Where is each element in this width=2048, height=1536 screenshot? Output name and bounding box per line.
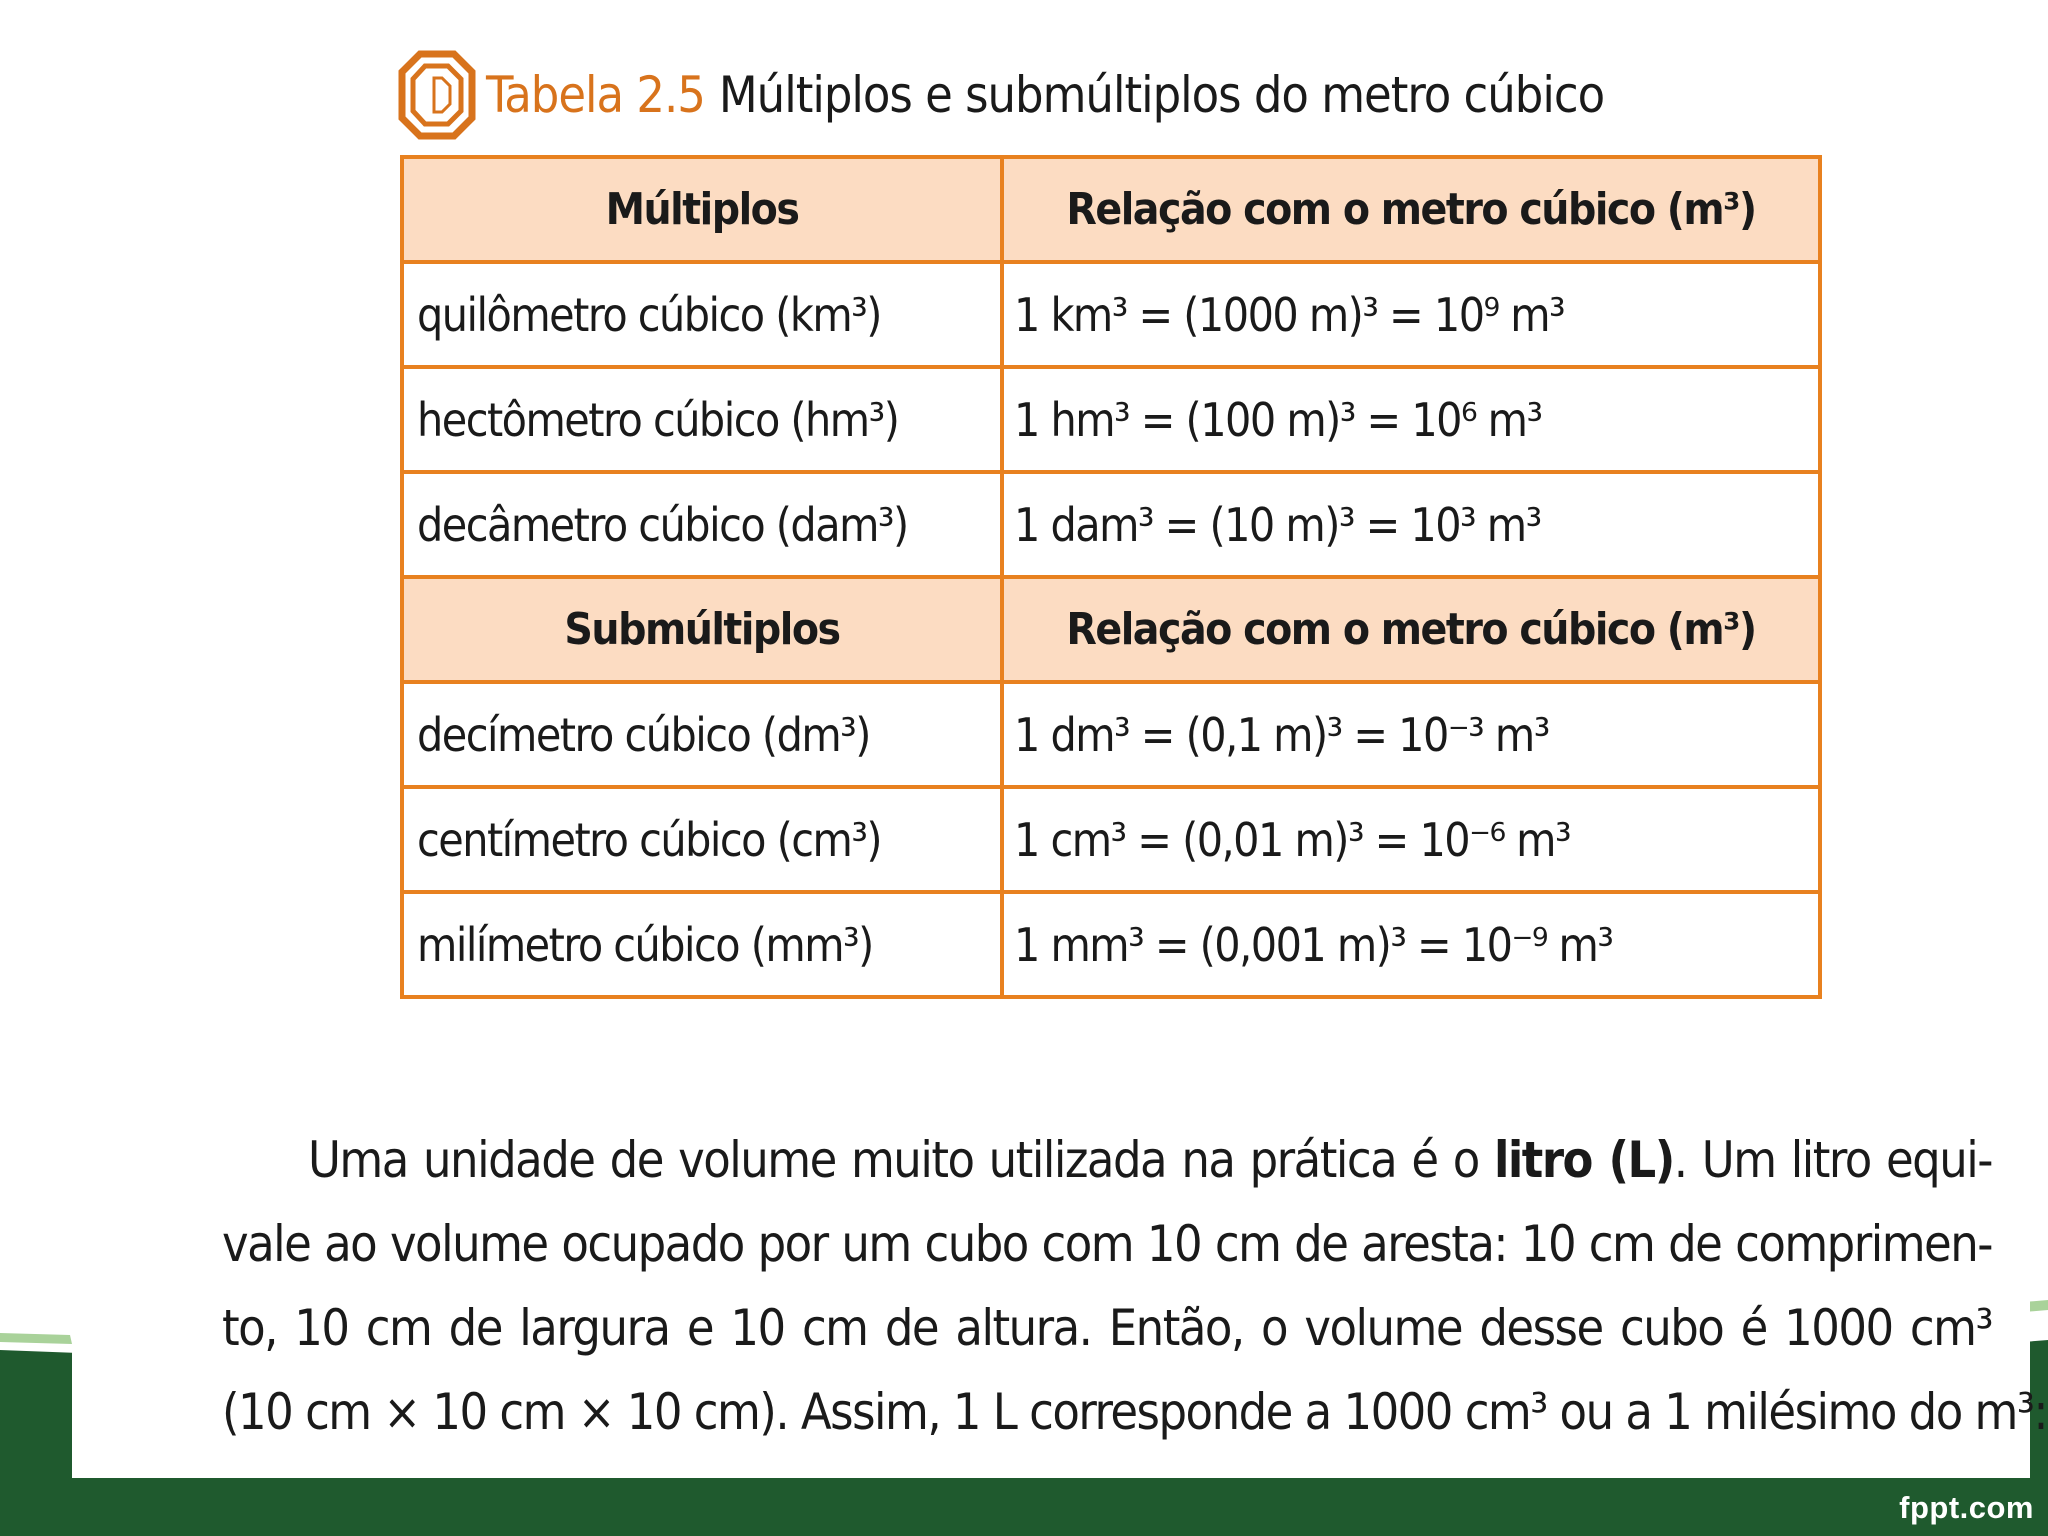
dark-green-bottom (0, 1478, 2048, 1536)
table-caption (398, 50, 1604, 140)
header-cell: Submúltiplos (402, 577, 1002, 682)
paragraph-line: vale ao volume ocupado por um cubo com 10 cm de aresta: 10 cm de comprimen- (222, 1215, 1992, 1273)
header-cell: Relação com o metro cúbico (m³) (1002, 157, 1820, 262)
table-row (402, 787, 1820, 892)
paragraph-line: (10 cm × 10 cm × 10 cm). Assim, 1 L corresponde a 1000 cm³ ou a 1 milésimo do m³: (222, 1383, 2048, 1441)
unit-cell: decâmetro cúbico (dam³) (402, 472, 1002, 577)
unit-cell: milímetro cúbico (mm³) (402, 892, 1002, 997)
header-cell: Múltiplos (402, 157, 1002, 262)
relation-cell: 1 km³ = (1000 m)³ = 10⁹ m³ (1002, 262, 1820, 367)
relation-cell: 1 dm³ = (0,1 m)³ = 10⁻³ m³ (1002, 682, 1820, 787)
octagon-icon (398, 50, 476, 140)
paragraph-line (222, 1118, 1992, 1202)
body-paragraph (222, 1118, 2048, 1454)
units-table (400, 155, 1822, 999)
relation-cell: 1 mm³ = (0,001 m)³ = 10⁻⁹ m³ (1002, 892, 1820, 997)
header-cell: Relação com o metro cúbico (m³) (1002, 577, 1820, 682)
unit-cell: hectômetro cúbico (hm³) (402, 367, 1002, 472)
table-row (402, 367, 1820, 472)
caption-label: Tabela 2.5 (486, 66, 705, 124)
table-row (402, 892, 1820, 997)
paragraph-text: . Um litro equi- (1673, 1131, 1992, 1189)
table-header-row (402, 157, 1820, 262)
unit-cell: quilômetro cúbico (km³) (402, 262, 1002, 367)
light-green-stripe-left (0, 1333, 72, 1344)
term-litro: litro (L) (1494, 1131, 1674, 1189)
caption-title: Múltiplos e submúltiplos do metro cúbico (718, 66, 1605, 124)
unit-cell: centímetro cúbico (cm³) (402, 787, 1002, 892)
paragraph-text: Uma unidade de volume muito utilizada na prática é o (308, 1131, 1479, 1189)
table-row (402, 262, 1820, 367)
relation-cell: 1 cm³ = (0,01 m)³ = 10⁻⁶ m³ (1002, 787, 1820, 892)
table-header-row (402, 577, 1820, 682)
table-row (402, 682, 1820, 787)
unit-cell: decímetro cúbico (dm³) (402, 682, 1002, 787)
relation-cell: 1 hm³ = (100 m)³ = 10⁶ m³ (1002, 367, 1820, 472)
paragraph-line: to, 10 cm de largura e 10 cm de altura. Então, o volume desse cubo é 1000 cm³ (222, 1299, 1992, 1357)
brand-watermark: fppt.com (1899, 1490, 2034, 1525)
table-row (402, 472, 1820, 577)
relation-cell: 1 dam³ = (10 m)³ = 10³ m³ (1002, 472, 1820, 577)
